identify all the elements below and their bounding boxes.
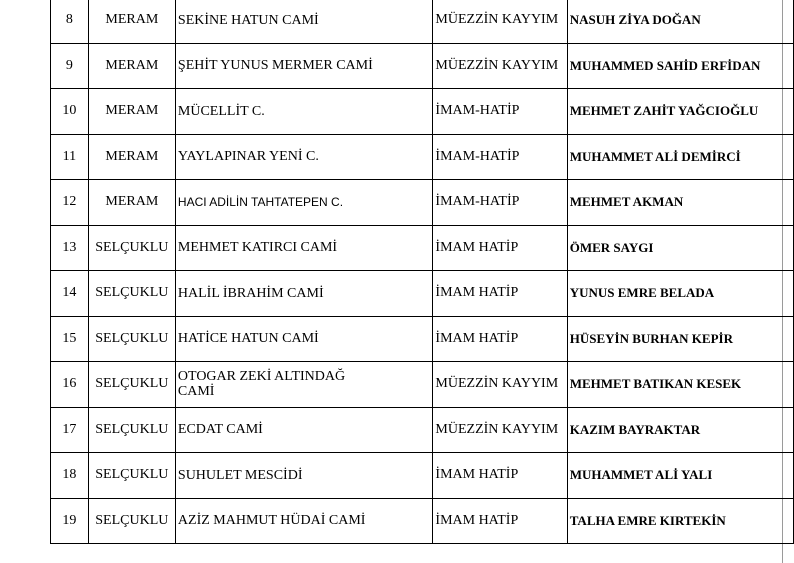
table-row	[51, 453, 794, 499]
title-cell: İMAM HATİP	[433, 498, 567, 544]
row-number: 14	[51, 271, 89, 317]
district-cell: MERAM	[88, 89, 175, 135]
row-number: 16	[51, 362, 89, 408]
name-cell: MEHMET BATIKAN KESEK	[567, 362, 793, 408]
table-row	[51, 316, 794, 362]
mosque-cell: OTOGAR ZEKİ ALTINDAĞ CAMİ	[175, 362, 433, 408]
mosque-cell: ECDAT CAMİ	[175, 407, 433, 453]
district-cell: SELÇUKLU	[88, 271, 175, 317]
mosque-cell: SEKİNE HATUN CAMİ	[175, 0, 433, 43]
row-number: 13	[51, 225, 89, 271]
mosque-cell: YAYLAPINAR YENİ C.	[175, 134, 433, 180]
table-row	[51, 498, 794, 544]
district-cell: SELÇUKLU	[88, 225, 175, 271]
district-cell: SELÇUKLU	[88, 362, 175, 408]
mosque-cell: SUHULET MESCİDİ	[175, 453, 433, 499]
title-cell: İMAM HATİP	[433, 225, 567, 271]
name-cell: MUHAMMET ALİ YALI	[567, 453, 793, 499]
name-cell: TALHA EMRE KIRTEKİN	[567, 498, 793, 544]
title-cell: İMAM HATİP	[433, 453, 567, 499]
district-cell: SELÇUKLU	[88, 498, 175, 544]
row-number: 12	[51, 180, 89, 226]
mosque-cell: ŞEHİT YUNUS MERMER CAMİ	[175, 43, 433, 89]
table-row	[51, 271, 794, 317]
table-row	[51, 43, 794, 89]
title-cell: İMAM-HATİP	[433, 180, 567, 226]
title-cell: MÜEZZİN KAYYIM	[433, 407, 567, 453]
mosque-cell: HATİCE HATUN CAMİ	[175, 316, 433, 362]
table-row	[51, 225, 794, 271]
row-number: 19	[51, 498, 89, 544]
title-cell: MÜEZZİN KAYYIM	[433, 43, 567, 89]
district-cell: SELÇUKLU	[88, 453, 175, 499]
title-cell: İMAM HATİP	[433, 271, 567, 317]
name-cell: MEHMET ZAHİT YAĞCIOĞLU	[567, 89, 793, 135]
row-number: 8	[51, 0, 89, 43]
name-cell: KAZIM BAYRAKTAR	[567, 407, 793, 453]
assignment-table	[50, 0, 794, 544]
table-row	[51, 407, 794, 453]
district-cell: MERAM	[88, 0, 175, 43]
table-row	[51, 0, 794, 43]
table-row	[51, 180, 794, 226]
name-cell: NASUH ZİYA DOĞAN	[567, 0, 793, 43]
district-cell: MERAM	[88, 43, 175, 89]
title-cell: İMAM HATİP	[433, 316, 567, 362]
title-cell: MÜEZZİN KAYYIM	[433, 362, 567, 408]
row-number: 15	[51, 316, 89, 362]
row-number: 11	[51, 134, 89, 180]
title-cell: İMAM-HATİP	[433, 89, 567, 135]
mosque-cell: HACI ADİLİN TAHTATEPEN C.	[175, 180, 433, 226]
district-cell: MERAM	[88, 180, 175, 226]
title-cell: İMAM-HATİP	[433, 134, 567, 180]
name-cell: HÜSEYİN BURHAN KEPİR	[567, 316, 793, 362]
table-row	[51, 134, 794, 180]
district-cell: SELÇUKLU	[88, 407, 175, 453]
name-cell: MEHMET AKMAN	[567, 180, 793, 226]
name-cell: YUNUS EMRE BELADA	[567, 271, 793, 317]
mosque-cell: MEHMET KATIRCI CAMİ	[175, 225, 433, 271]
district-cell: MERAM	[88, 134, 175, 180]
district-cell: SELÇUKLU	[88, 316, 175, 362]
row-number: 9	[51, 43, 89, 89]
mosque-cell: MÜCELLİT C.	[175, 89, 433, 135]
name-cell: ÖMER SAYGI	[567, 225, 793, 271]
table-row	[51, 362, 794, 408]
table-row	[51, 89, 794, 135]
title-cell: MÜEZZİN KAYYIM	[433, 0, 567, 43]
name-cell: MUHAMMET ALİ DEMİRCİ	[567, 134, 793, 180]
mosque-cell: AZİZ MAHMUT HÜDAİ CAMİ	[175, 498, 433, 544]
row-number: 10	[51, 89, 89, 135]
mosque-cell: HALİL İBRAHİM CAMİ	[175, 271, 433, 317]
row-number: 18	[51, 453, 89, 499]
row-number: 17	[51, 407, 89, 453]
name-cell: MUHAMMED SAHİD ERFİDAN	[567, 43, 793, 89]
